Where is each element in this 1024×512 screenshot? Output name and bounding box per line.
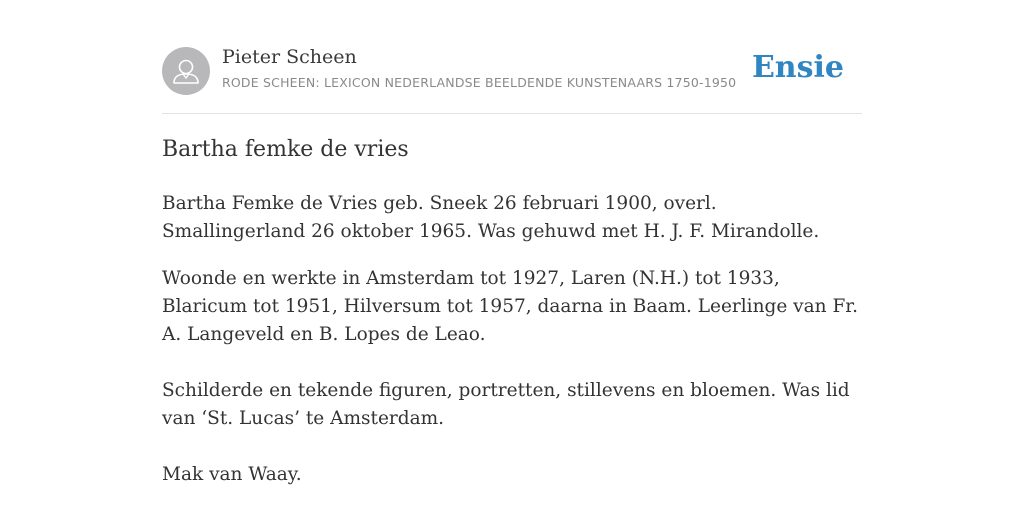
paragraph-residence: Woonde en werkte in Amsterdam tot 1927, Laren (N.H.) tot 1933, Blaricum tot 1951, Hilversum tot 1957, daarna in Baam. Leerlinge van Fr. A. Langeveld en B. Lopes de Leao. — [162, 268, 858, 345]
paragraph-source: Mak van Waay. — [162, 464, 302, 485]
user-avatar-icon[interactable] — [162, 47, 210, 95]
page-title: Bartha femke de vries — [162, 137, 409, 162]
paragraph-biography: Bartha Femke de Vries geb. Sneek 26 februari 1900, overl. Smallingerland 26 oktober 1965. Was gehuwd met H. J. F. Mirandolle. — [162, 193, 820, 242]
brand-logo[interactable]: Ensie — [751, 50, 844, 85]
divider — [162, 113, 862, 114]
source-name[interactable]: RODE SCHEEN: LEXICON NEDERLANDSE BEELDENDE KUNSTENAARS 1750-1950 — [222, 75, 737, 90]
author-name[interactable]: Pieter Scheen — [222, 46, 357, 68]
header — [162, 44, 862, 96]
paragraph-work: Schilderde en tekende figuren, portretten, stillevens en bloemen. Was lid van ‘St. Lucas’ te Amsterdam. — [162, 380, 850, 429]
